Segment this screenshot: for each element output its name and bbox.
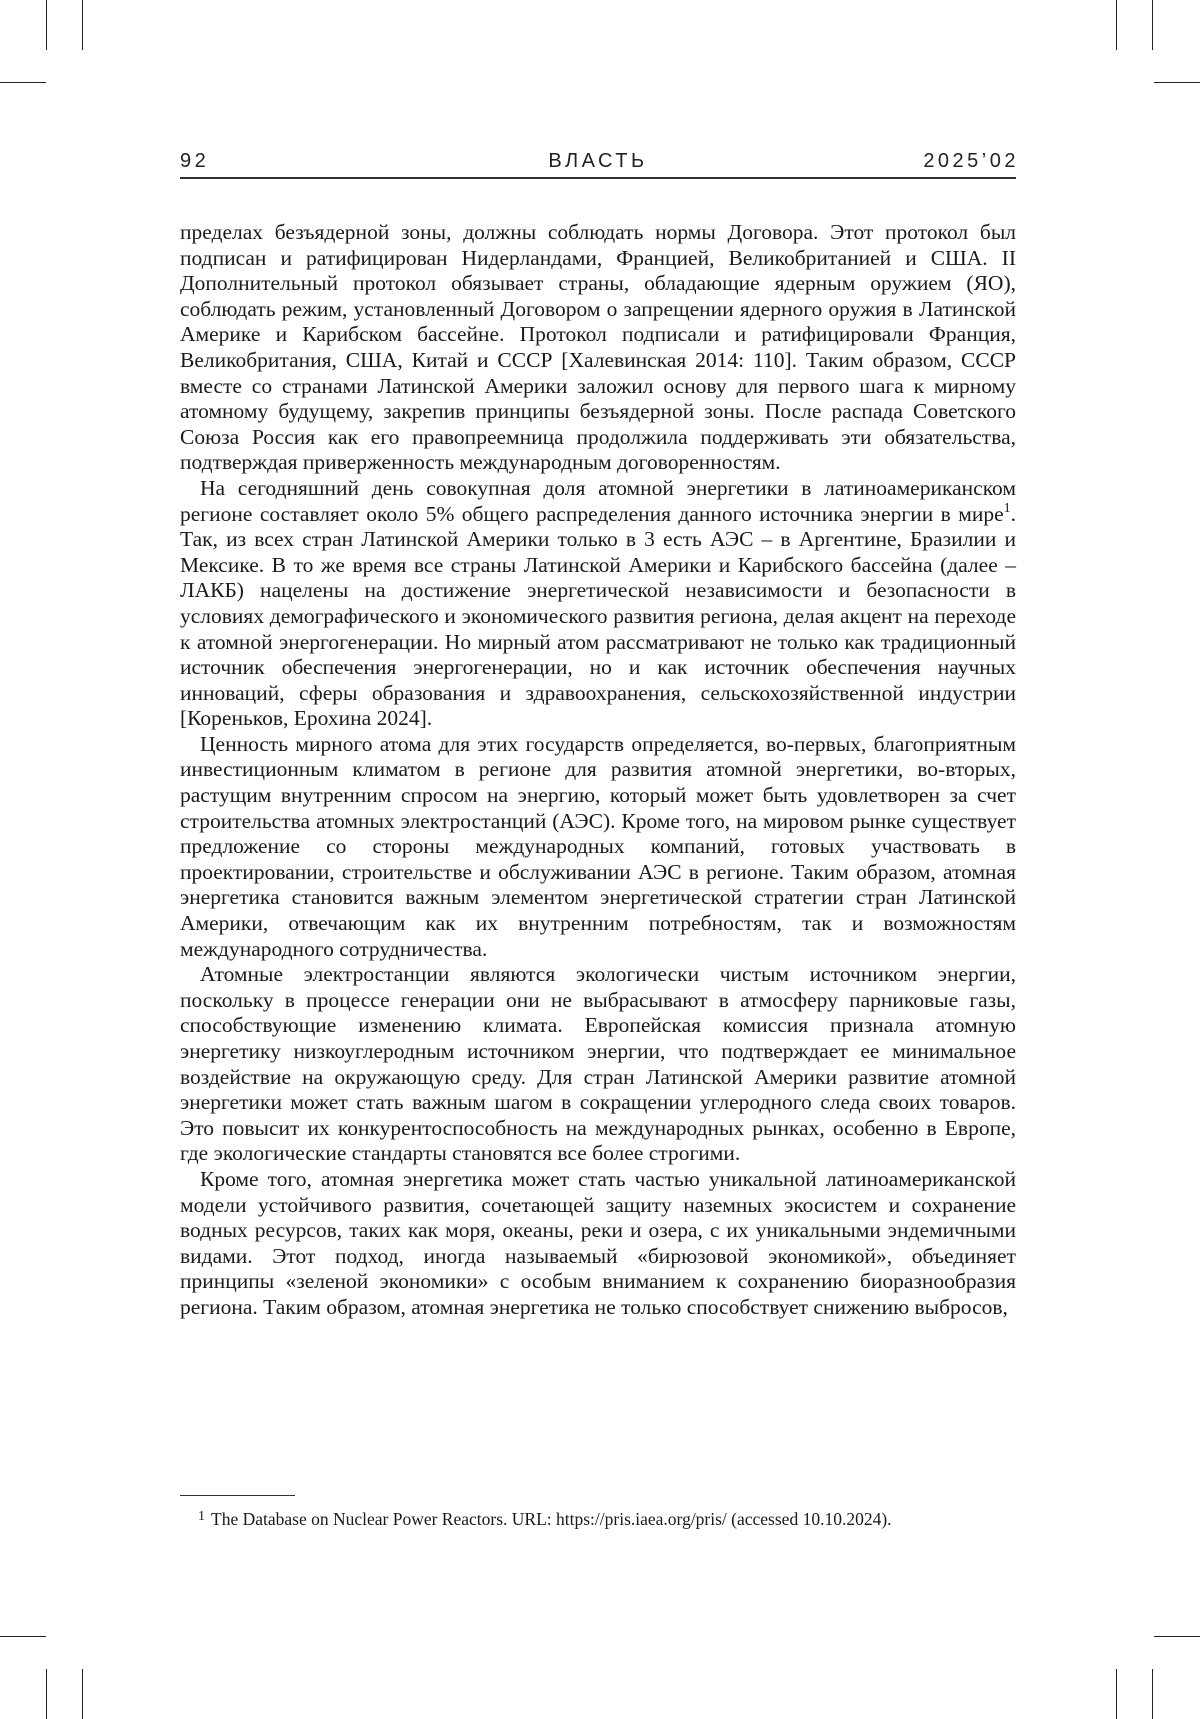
crop-mark-bottom-left-v [46,1669,47,1719]
footnote [180,1506,1016,1530]
footnote-rule [180,1495,295,1496]
paragraph-2 [180,476,1016,732]
article-body [180,220,1016,1321]
paragraph-5: Кроме того, атомная энергетика может стать частью уникальной латиноамериканской модели устойчивого развития, сочетающей защиту наземных экосистем и сохранение водных ресурсов, таких как моря, океаны, реки и озера, с их уникальными эндемичными видами. Этот подход, иногда называемый «бирюзовой экономикой», объединяет принципы «зеленой экономики» с особым вниманием к сохранению биоразнообразия региона. Таким образом, атомная энергетика не только способствует снижению выбросов, [180,1166,1016,1319]
crop-mark-top-left-v2 [82,0,83,50]
crop-mark-bottom-right-h [1154,1636,1200,1637]
journal-title: ВЛАСТЬ [548,150,648,172]
crop-mark-top-right-v [1116,0,1117,50]
paragraph-2-part-a: На сегодняшний день совокупная доля атомной энергетики в латиноамериканском регионе составляет около 5% общего распределения данного источника энергии в мире [180,475,1016,526]
footnote-text: The Database on Nuclear Power Reactors. URL: https://pris.iaea.org/pris/ (accessed 10.10.2024). [211,1509,892,1529]
crop-mark-top-right-h [1154,82,1200,83]
paragraph-1: пределах безъядерной зоны, должны соблюдать нормы Договора. Этот протокол был подписан и ратифицирован Нидерландами, Францией, Великобританией и США. II Дополнительный протокол обязывает страны, обладающие ядерным оружием (ЯО), соблюдать режим, установленный Договором о запрещении ядерного оружия в Латинской Америке и Карибском бассейне. Протокол подписали и ратифицировали Франция, Великобритания, США, Китай и СССР [Халевинская 2014: 110]. Таким образом, СССР вместе со странами Латинской Америки заложил основу для первого шага к мирному атомному будущему, закрепив принципы безъядерной зоны. После распада Советского Союза Россия как его правопреемница продолжила поддерживать эти обязательства, подтверждая приверженность международным договоренностям. [180,220,1016,475]
page-number: 92 [180,150,210,172]
footnote-mark: 1 [198,1509,205,1524]
crop-mark-top-right-v2 [1152,0,1153,50]
crop-mark-top-left-h [0,82,46,83]
issue-number: 2025’02 [923,150,1019,172]
footnote-reference[interactable]: 1 [1003,500,1011,516]
paragraph-4: Атомные электростанции являются экологически чистым источником энергии, поскольку в процессе генерации они не выбрасывают в атмосферу парниковые газы, способствующие изменению климата. Европейская комиссия признала атомную энергетику низкоуглеродным источником энергии, что подтверждает ее минимальное воздействие на окружающую среду. Для стран Латинской Америки развитие атомной энергетики может стать важным шагом в сокращении углеродного следа своих товаров. Это повысит их конкурентоспособность на международных рынках, особенно в Европе, где экологические стандарты становятся все более строгими. [180,962,1016,1166]
crop-mark-bottom-left-v2 [82,1669,83,1719]
paragraph-2-part-b: . Так, из всех стран Латинской Америки только в 3 есть АЭС – в Аргентине, Бразилии и Мексике. В то же время все страны Латинской Америки и Карибского бассейна (далее – ЛАКБ) нацелены на достижение энергетической независимости и безопасности в условиях демографического и экономического развития региона, делая акцент на переходе к атомной энергогенерации. Но мирный атом рассматривают не только как традиционный источник обеспечения энергогенерации, но и как источник обеспечения научных инноваций, сферы образования и здравоохранения, сельскохозяйственной индустрии [Кореньков, Ерохина 2024]. [180,501,1016,731]
header-rule [180,177,1016,179]
running-header [180,150,1019,178]
paragraph-3: Ценность мирного атома для этих государств определяется, во-первых, благоприятным инвестиционным климатом в регионе для развития атомной энергетики, во-вторых, растущим внутренним спросом на энергию, который может быть удовлетворен за счет строительства атомных электростанций (АЭС). Кроме того, на мировом рынке существует предложение со стороны международных компаний, готовых участвовать в проектировании, строительстве и обслуживании АЭС в регионе. Таким образом, атомная энергетика становится важным элементом энергетической стратегии стран Латинской Америки, отвечающим как их внутренним потребностям, так и возможностям международного сотрудничества. [180,731,1016,961]
crop-mark-bottom-right-v [1116,1669,1117,1719]
crop-mark-top-left-v [46,0,47,50]
crop-mark-bottom-left-h [0,1636,46,1637]
crop-mark-bottom-right-v2 [1152,1669,1153,1719]
